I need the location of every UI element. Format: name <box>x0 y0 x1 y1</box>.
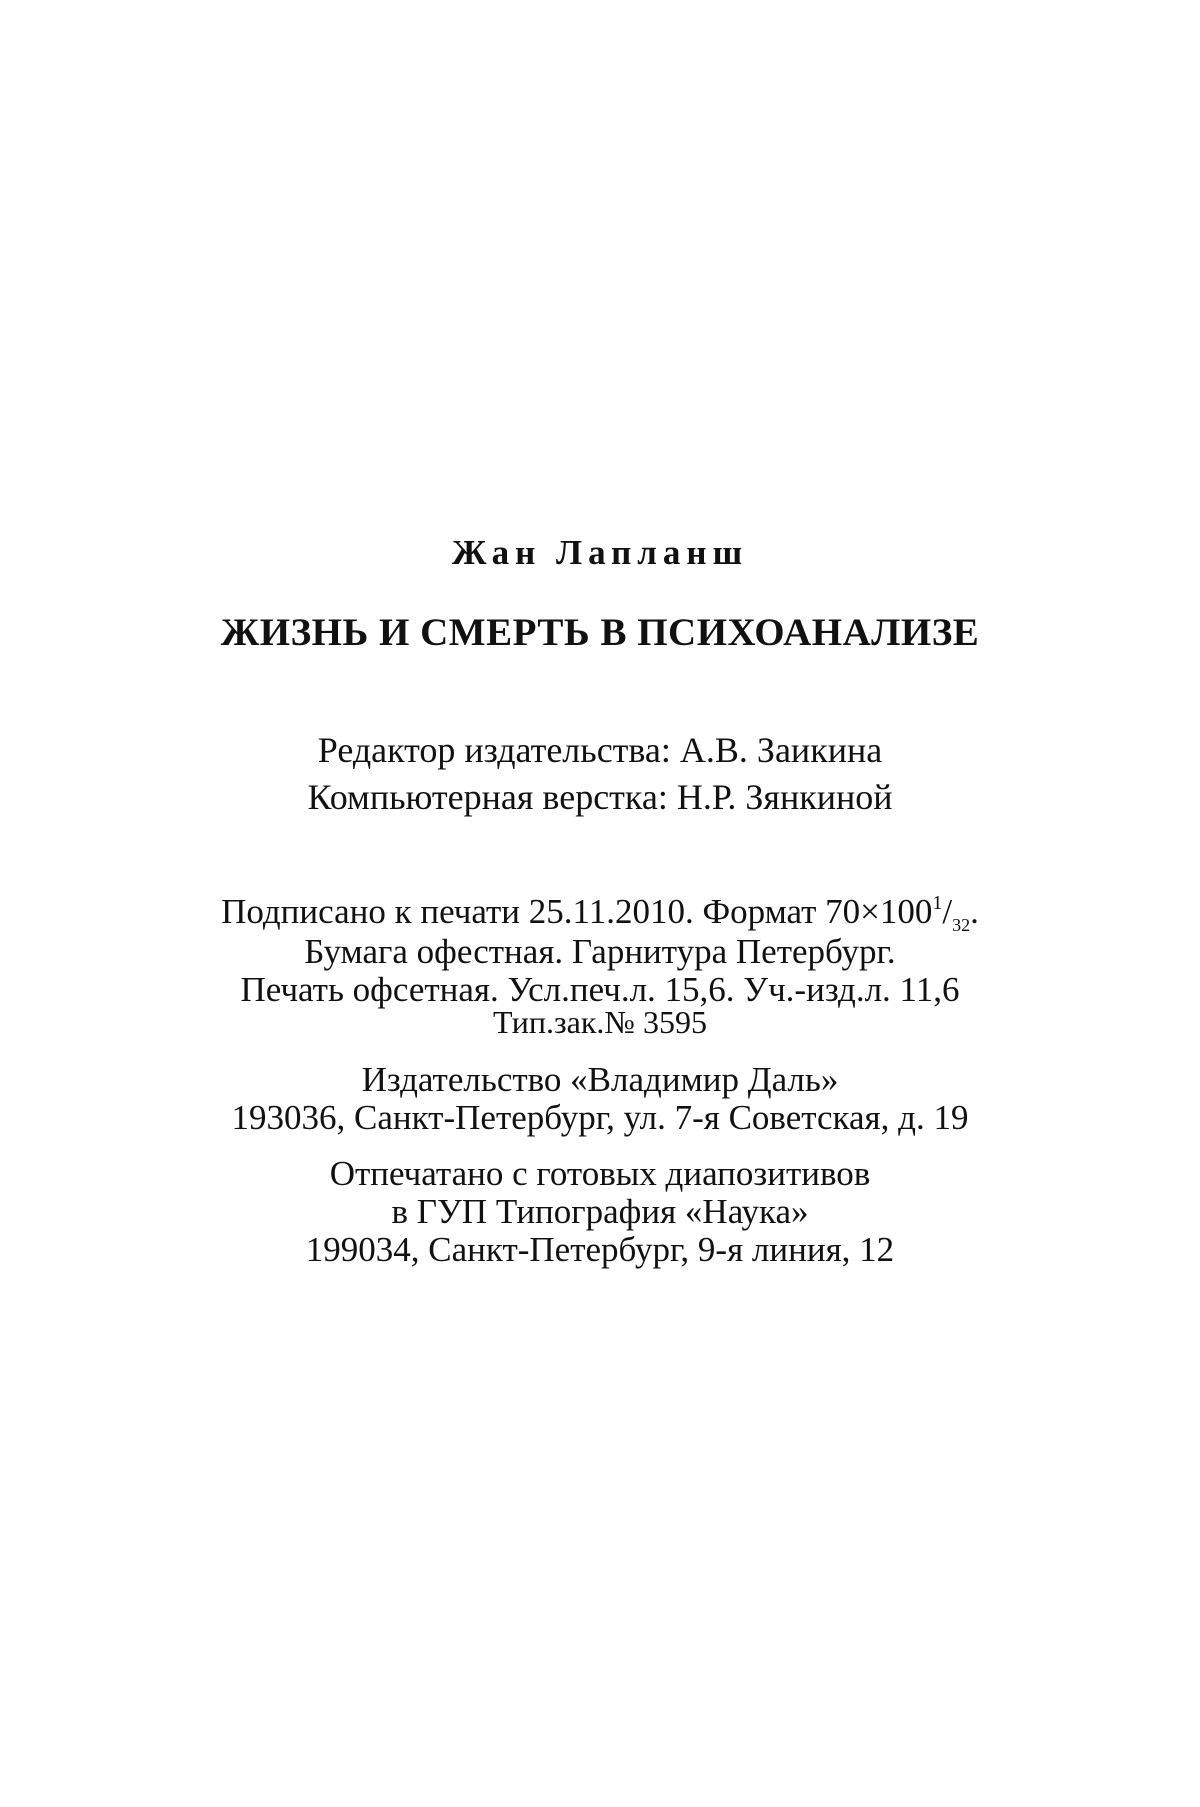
book-title: ЖИЗНЬ И СМЕРТЬ В ПСИХОАНАЛИЗЕ <box>220 611 980 654</box>
publisher-name: Издательство «Владимир Даль» <box>361 1060 839 1099</box>
author-name: Жан Лапланш <box>451 533 749 572</box>
publisher-address: 193036, Санкт-Петербург, ул. 7-я Советская, д. 19 <box>231 1098 969 1137</box>
signed-for-print-line <box>0 893 1200 934</box>
signed-for-print-text: Подписано к печати 25.11.2010. Формат 70×100 <box>221 892 933 931</box>
layout-credit: Компьютерная верстка: Н.Р. Зянкиной <box>307 777 893 817</box>
order-number-line: Тип.зак.№ 3595 <box>493 1004 707 1040</box>
format-end: . <box>970 892 979 931</box>
printing-line: Печать офсетная. Усл.печ.л. 15,6. Уч.-изд.л. 11,6 <box>240 970 960 1009</box>
printer-line-1: Отпечатано с готовых диапозитивов <box>329 1154 871 1193</box>
paper-line: Бумага офестная. Гарнитура Петербург. <box>304 932 896 971</box>
format-numerator: 1 <box>932 892 943 914</box>
printer-address: 199034, Санкт-Петербург, 9-я линия, 12 <box>305 1230 895 1269</box>
editor-credit: Редактор издательства: А.В. Заикина <box>317 730 883 770</box>
format-slash: / <box>942 892 953 931</box>
format-denominator: 32 <box>952 915 971 935</box>
printer-line-2: в ГУП Типография «Наука» <box>391 1192 809 1231</box>
